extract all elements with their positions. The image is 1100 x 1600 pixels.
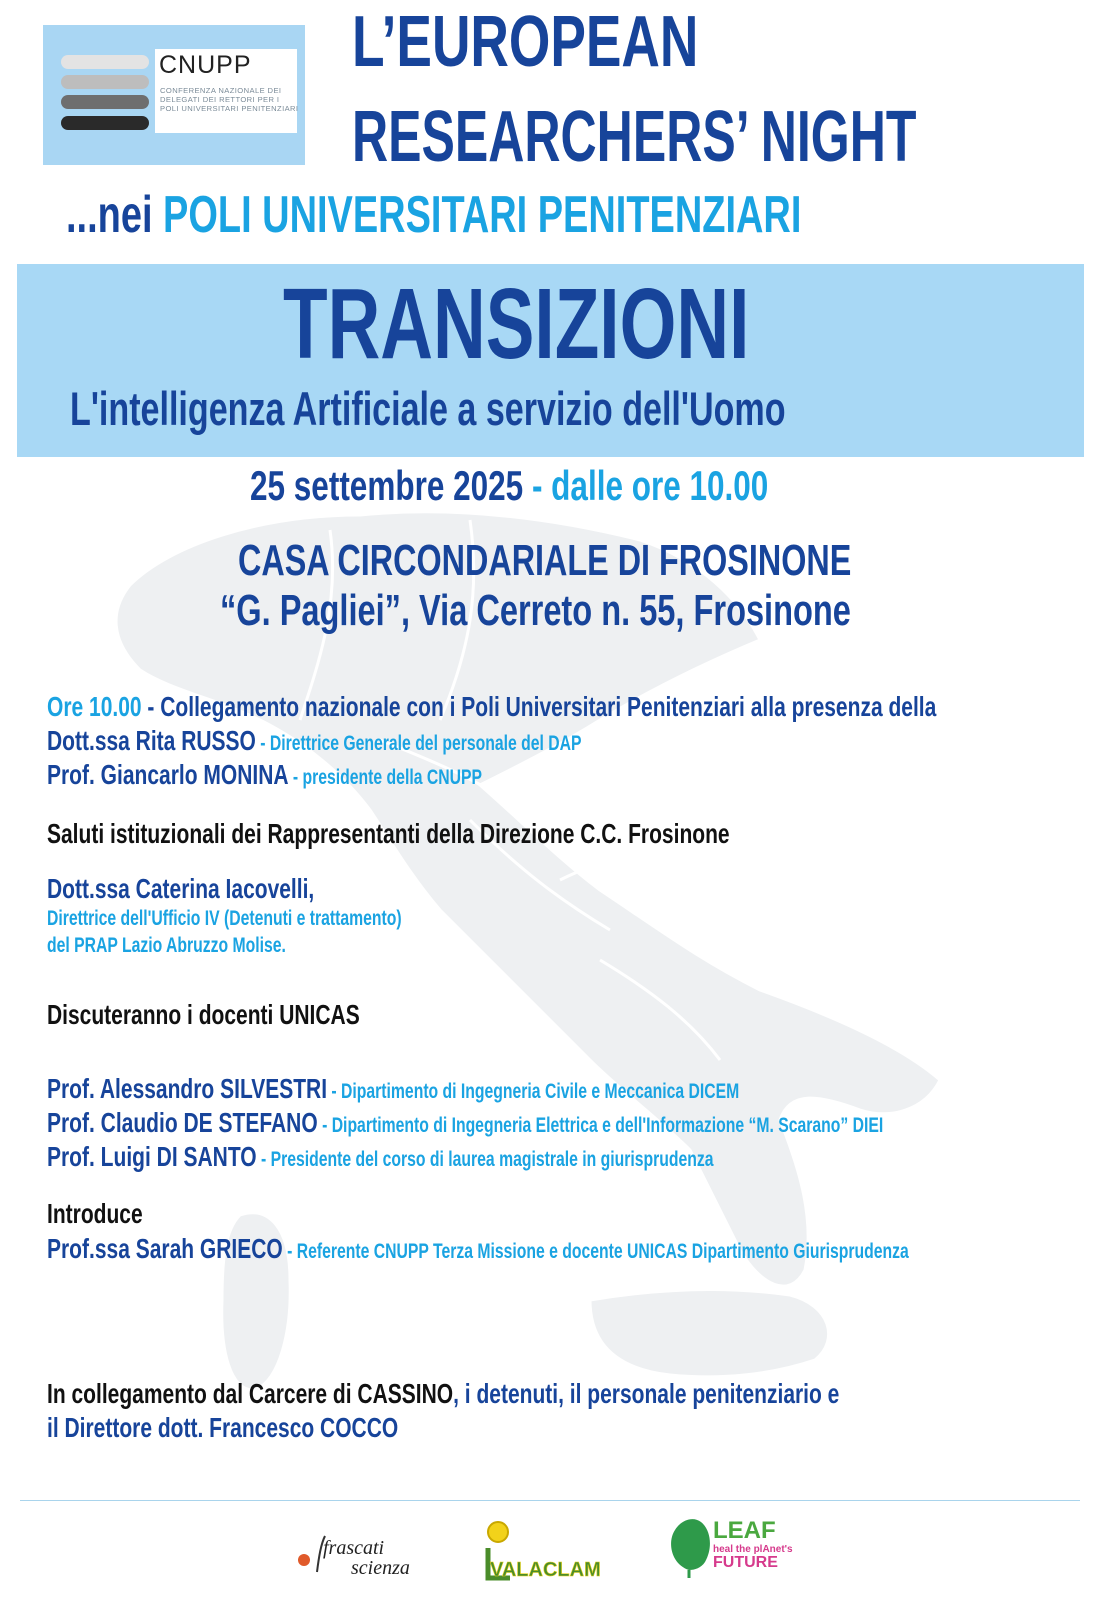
speaker-line [47, 1075, 739, 1103]
scienza-text: scienza [351, 1557, 410, 1579]
logo-description: CONFERENZA NAZIONALE DEI DELEGATI DEI RETTORI PER I POLI UNIVERSITARI PENITENZIARI [160, 86, 299, 113]
prap-name: Dott.ssa Caterina Iacovelli, [47, 873, 315, 904]
venue-address: “G. Pagliei”, Via Cerreto n. 55, Frosinone [220, 586, 851, 635]
speaker-role: - Dipartimento di Ingegneria Civile e Meccanica DICEM [327, 1080, 740, 1103]
speaker-name: Prof. Claudio DE STEFANO [47, 1107, 318, 1138]
speaker-name: Prof. Luigi DI SANTO [47, 1141, 257, 1172]
banner-tagline: L'intelligenza Artificiale a servizio dell'Uomo [70, 382, 786, 435]
valaclam-text: VALACLAM [490, 1559, 601, 1581]
intro-heading: Introduce [47, 1198, 143, 1229]
title-line-1: L’EUROPEAN [352, 2, 699, 82]
leaf-icon [671, 1519, 710, 1570]
logo-name: CNUPP [159, 51, 252, 79]
event-date-time [250, 462, 769, 509]
date-separator: - [523, 462, 552, 509]
greetings: Saluti istituzionali dei Rappresentanti della Direzione C.C. Frosinone [47, 818, 730, 849]
leaf-logo [665, 1512, 815, 1582]
intro-role: - Referente CNUPP Terza Missione e docente UNICAS Dipartimento Giurisprudenza [282, 1240, 909, 1263]
intro-line [47, 1235, 909, 1263]
closing-attendees: , i detenuti, il personale penitenziario e [453, 1378, 840, 1409]
leaf-slogan: heal the plAnet's [713, 1544, 793, 1555]
event-date: 25 settembre 2025 [250, 462, 524, 509]
program-opening [47, 693, 936, 721]
closing-location: In collegamento dal Carcere di CASSINO [47, 1378, 454, 1409]
subtitle-prefix: ...nei [66, 186, 164, 244]
venue-name: CASA CIRCONDARIALE DI FROSINONE [238, 536, 852, 585]
speaker-name: Prof. Alessandro SILVESTRI [47, 1073, 328, 1104]
leaf-future: FUTURE [713, 1554, 778, 1571]
speaker-line [47, 1143, 714, 1171]
logo-dot [298, 1554, 310, 1566]
guest-role: - Direttrice Generale del personale del DAP [255, 732, 582, 755]
closing-line [47, 1380, 839, 1408]
logo-bar [61, 75, 149, 89]
guest-name: Prof. Giancarlo MONINA [47, 759, 289, 790]
guest-line [47, 727, 581, 755]
event-time: dalle ore 10.00 [551, 462, 769, 509]
speaker-role: - Presidente del corso di laurea magistrale in giurisprudenza [256, 1148, 714, 1171]
leaf-title: LEAF [713, 1517, 776, 1544]
speaker-role: - Dipartimento di Ingegneria Elettrica e dell'Informazione “M. Scarano” DIEI [317, 1114, 884, 1137]
intro-name: Prof.ssa Sarah GRIECO [47, 1233, 283, 1264]
guest-line [47, 761, 482, 789]
frascati-scienza-logo [295, 1530, 445, 1580]
frascati-text: frascati [323, 1537, 385, 1559]
subtitle-highlight: POLI UNIVERSITARI PENITENZIARI [163, 186, 802, 244]
logo-bar [61, 116, 149, 130]
logo-bar [61, 55, 149, 69]
discussion-heading: Discuteranno i docenti UNICAS [47, 999, 360, 1030]
subtitle [66, 186, 802, 244]
prap-role: del PRAP Lazio Abruzzo Molise. [47, 934, 286, 957]
banner-title: TRANSIZIONI [283, 268, 750, 380]
guest-name: Dott.ssa Rita RUSSO [47, 725, 256, 756]
closing-director: il Direttore dott. Francesco COCCO [47, 1412, 399, 1443]
logo-bar [61, 95, 149, 109]
speaker-line [47, 1109, 883, 1137]
prap-role: Direttrice dell'Ufficio IV (Detenuti e trattamento) [47, 907, 402, 930]
cnupp-logo [43, 25, 305, 165]
footer-divider [20, 1500, 1080, 1501]
logo-sun [488, 1522, 508, 1542]
opening-text: - Collegamento nazionale con i Poli Universitari Penitenziari alla presenza della [141, 691, 937, 722]
guest-role: - presidente della CNUPP [288, 766, 482, 789]
title-line-2: RESEARCHERS’ NIGHT [352, 97, 917, 177]
valaclam-logo [480, 1518, 610, 1590]
opening-time: Ore 10.00 [47, 691, 142, 722]
